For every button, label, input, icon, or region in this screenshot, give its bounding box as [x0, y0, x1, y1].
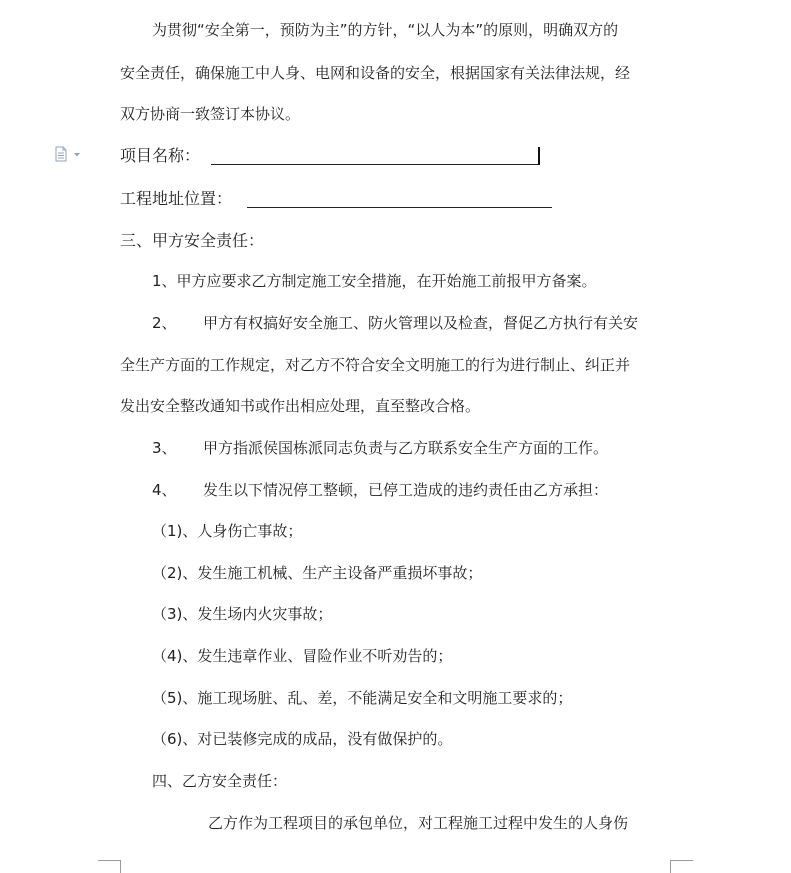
section3-item-2-number: 2、: [152, 314, 177, 332]
intro-line-2: 安全责任，确保施工中人身、电网和设备的安全，根据国家有关法律法规，经: [120, 64, 631, 82]
section3-item-3-text: 甲方指派侯国栋派同志负责与乙方联系安全生产方面的工作。: [203, 439, 609, 457]
paragraph-marker[interactable]: [54, 146, 78, 162]
intro-line-1: 为贯彻“安全第一，预防为主”的方针，“以人为本”的原则，明确双方的: [152, 21, 619, 39]
sub-item-3: （3)、发生场内火灾事故；: [152, 605, 333, 623]
section4-heading: 四、乙方安全责任：: [152, 772, 288, 790]
sub-item-6: （6)、对已装修完成的成品，没有做保护的。: [152, 730, 453, 748]
page-corner-mark-right: [670, 860, 693, 873]
project-address-field[interactable]: [247, 207, 552, 208]
page-corner-mark-left: [98, 860, 121, 873]
sub-item-4: （4)、发生违章作业、冒险作业不听劝告的；: [152, 647, 453, 665]
sub-item-5: （5)、施工现场脏、乱、差，不能满足安全和文明施工要求的；: [152, 689, 573, 707]
project-name-field[interactable]: [211, 164, 539, 165]
project-name-label: 项目名称：: [120, 146, 201, 165]
sub-item-2: （2)、发生施工机械、生产主设备严重损坏事故；: [152, 564, 483, 582]
section3-item-2-line-2: 全生产方面的工作规定，对乙方不符合安全文明施工的行为进行制止、纠正并: [120, 356, 631, 374]
section3-item-3-number: 3、: [152, 439, 177, 457]
section3-item-4-number: 4、: [152, 481, 177, 499]
section3-item-1: 1、甲方应要求乙方制定施工安全措施，在开始施工前报甲方备案。: [152, 272, 597, 290]
chevron-down-icon: [74, 153, 80, 157]
section4-line-1: 乙方作为工程项目的承包单位，对工程施工过程中发生的人身伤: [208, 814, 629, 832]
text-cursor: [538, 147, 540, 165]
section3-heading: 三、甲方安全责任：: [120, 231, 265, 250]
intro-line-3: 双方协商一致签订本协议。: [120, 105, 301, 123]
sub-item-1: （1)、人身伤亡事故；: [152, 522, 303, 540]
section3-item-4-text: 发生以下情况停工整顿，已停工造成的违约责任由乙方承担：: [203, 481, 609, 499]
section3-item-2-line-1: 甲方有权搞好安全施工、防火管理以及检查，督促乙方执行有关安: [203, 314, 639, 332]
section3-item-2-line-3: 发出安全整改通知书或作出相应处理，直至整改合格。: [120, 397, 481, 415]
project-address-label: 工程地址位置：: [120, 189, 233, 208]
